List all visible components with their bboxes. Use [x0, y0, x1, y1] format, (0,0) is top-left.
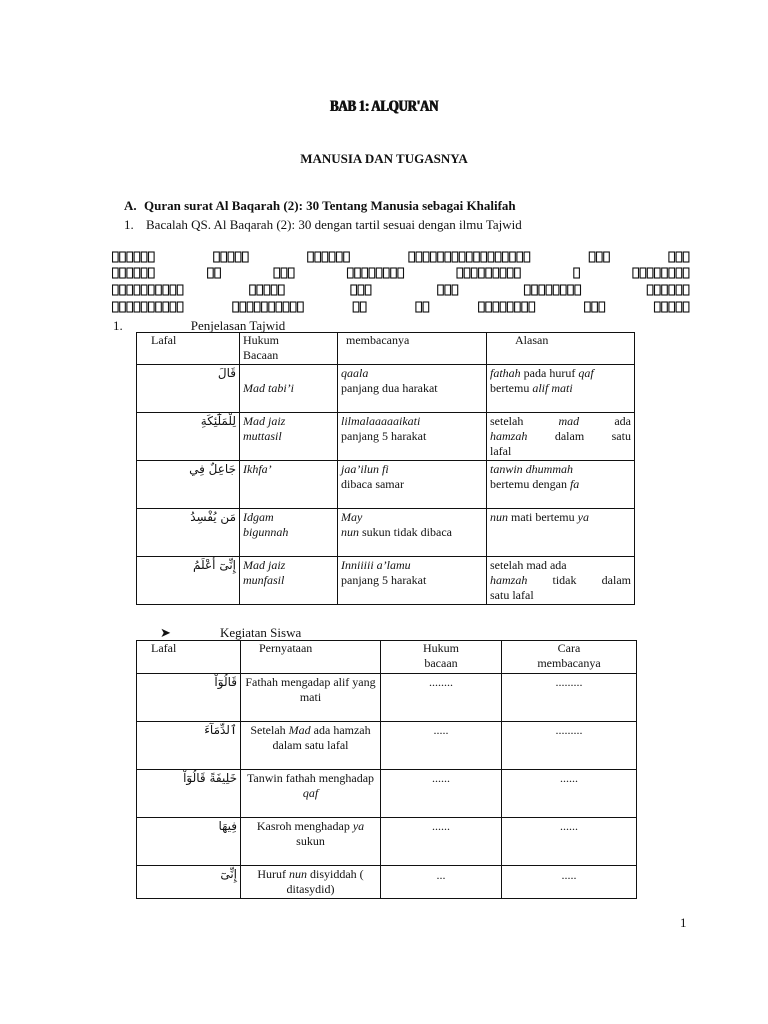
- missing-glyph-box: [589, 252, 595, 262]
- missing-glyph-box: [141, 268, 147, 278]
- hukum-answer-blank: ......: [381, 770, 502, 818]
- missing-glyph-box: [452, 252, 458, 262]
- arabic-lafal: جَاعِلٌ فِي: [137, 461, 240, 509]
- missing-glyph-box: [315, 252, 321, 262]
- missing-glyph-box: [474, 252, 480, 262]
- hukum-answer-blank: ...: [381, 866, 502, 899]
- missing-glyph-box: [500, 302, 506, 312]
- instruction-line: [124, 217, 522, 233]
- missing-glyph-box: [676, 285, 682, 295]
- table-row: [137, 509, 635, 557]
- missing-glyph-box: [662, 302, 668, 312]
- missing-glyph-box: [459, 252, 465, 262]
- missing-glyph-box: [493, 268, 499, 278]
- arabic-lafal: لِلْمَلَٰٓئِكَةِ: [137, 413, 240, 461]
- missing-glyph-box: [365, 285, 371, 295]
- cara-cell: Inniiiii a’lamu panjang 5 harakat: [338, 557, 487, 605]
- arrow-bullet-icon: ➤: [160, 625, 171, 640]
- missing-glyph-box: [676, 268, 682, 278]
- missing-glyph-box: [445, 252, 451, 262]
- alasan-cell: tanwin dhummah bertemu dengan fa: [487, 461, 635, 509]
- arabic-lafal: قَالَ: [137, 365, 240, 413]
- pernyataan-cell: Fathah mengadap alif yang mati: [241, 674, 381, 722]
- missing-glyph-box: [683, 252, 689, 262]
- table-row: [137, 818, 637, 866]
- hukum-cell: Mad tabi’i: [240, 365, 338, 413]
- missing-glyph-box: [683, 285, 689, 295]
- pernyataan-cell: Tanwin fathah menghadap qaf: [241, 770, 381, 818]
- header-lafal: Lafal: [137, 641, 241, 674]
- cara-answer-blank: ......: [502, 770, 637, 818]
- cara-cell: May nun sukun tidak dibaca: [338, 509, 487, 557]
- kegiatan-table: [136, 640, 637, 899]
- cara-cell: lilmalaaaaaikati panjang 5 harakat: [338, 413, 487, 461]
- missing-glyph-box: [156, 302, 162, 312]
- chapter-title: BAB 1: ALQUR'AN: [329, 96, 439, 115]
- pernyataan-cell: Kasroh menghadap ya sukun: [241, 818, 381, 866]
- missing-glyph-box: [503, 252, 509, 262]
- kegiatan-title: Kegiatan Siswa: [220, 625, 302, 640]
- header-membacanya: membacanya: [338, 333, 487, 365]
- missing-glyph-box: [599, 302, 605, 312]
- missing-glyph-box: [344, 252, 350, 262]
- tajwid-table: [136, 332, 635, 605]
- missing-glyph-box: [233, 302, 239, 312]
- missing-glyph-box: [243, 252, 249, 262]
- cara-cell: jaa’ilun fi dibaca samar: [338, 461, 487, 509]
- missing-glyph-box: [283, 302, 289, 312]
- missing-glyph-box: [322, 252, 328, 262]
- missing-glyph-box: [360, 302, 366, 312]
- tajwid-header-row: [137, 333, 635, 365]
- missing-glyph-box: [271, 285, 277, 295]
- missing-glyph-box: [120, 268, 126, 278]
- missing-glyph-box: [479, 268, 485, 278]
- missing-glyph-box: [141, 302, 147, 312]
- missing-glyph-box: [597, 252, 603, 262]
- missing-glyph-box: [177, 285, 183, 295]
- cara-answer-blank: ......: [502, 818, 637, 866]
- arabic-lafal: قَالُوٓاْ: [137, 674, 241, 722]
- missing-glyph-box: [120, 302, 126, 312]
- missing-glyph-box: [467, 252, 473, 262]
- missing-glyph-box: [337, 252, 343, 262]
- missing-glyph-box: [592, 302, 598, 312]
- missing-glyph-box: [384, 268, 390, 278]
- missing-glyph-box: [481, 252, 487, 262]
- missing-glyph-box: [127, 302, 133, 312]
- missing-glyph-box: [553, 285, 559, 295]
- arabic-lafal: إِنِّىٓ أَعْلَمُ: [137, 557, 240, 605]
- missing-glyph-box: [355, 268, 361, 278]
- missing-glyph-box: [281, 268, 287, 278]
- cara-answer-blank: .........: [502, 722, 637, 770]
- missing-glyph-box: [507, 302, 513, 312]
- missing-glyph-box: [669, 268, 675, 278]
- missing-glyph-box: [376, 268, 382, 278]
- header-hukum-bacaan: Hukum Bacaan: [240, 333, 338, 365]
- missing-glyph-box: [647, 285, 653, 295]
- missing-glyph-box: [486, 268, 492, 278]
- header-alasan: Alasan: [487, 333, 635, 365]
- missing-glyph-box: [177, 302, 183, 312]
- missing-glyph-box: [438, 252, 444, 262]
- missing-glyph-box: [416, 252, 422, 262]
- missing-glyph-box: [240, 302, 246, 312]
- hukum-answer-blank: ......: [381, 818, 502, 866]
- missing-glyph-box: [524, 252, 530, 262]
- missing-glyph-box: [647, 268, 653, 278]
- missing-glyph-box: [669, 285, 675, 295]
- missing-glyph-box: [149, 302, 155, 312]
- missing-glyph-box: [391, 268, 397, 278]
- table-row: [137, 866, 637, 899]
- missing-glyph-box: [398, 268, 404, 278]
- missing-glyph-box: [274, 268, 280, 278]
- missing-glyph-box: [134, 268, 140, 278]
- missing-glyph-box: [351, 285, 357, 295]
- kegiatan-header-row: [137, 641, 637, 674]
- penjelasan-number: 1.: [113, 318, 123, 333]
- missing-glyph-box: [423, 252, 429, 262]
- missing-glyph-box: [676, 252, 682, 262]
- table-row: [137, 557, 635, 605]
- missing-glyph-box: [149, 268, 155, 278]
- missing-glyph-box: [279, 285, 285, 295]
- missing-glyph-box: [409, 252, 415, 262]
- header-cara-membacanya: Cara membacanya: [502, 641, 637, 674]
- missing-glyph-box: [120, 285, 126, 295]
- hukum-answer-blank: .....: [381, 722, 502, 770]
- hukum-cell: Mad jaiz munfasil: [240, 557, 338, 605]
- missing-glyph-box: [546, 285, 552, 295]
- missing-glyph-box: [156, 285, 162, 295]
- missing-glyph-box: [247, 302, 253, 312]
- missing-glyph-box: [288, 268, 294, 278]
- missing-glyph-box: [488, 252, 494, 262]
- page-title: MANUSIA DAN TUGASNYA: [300, 151, 468, 166]
- missing-glyph-box: [362, 268, 368, 278]
- missing-glyph-box: [662, 268, 668, 278]
- missing-glyph-box: [269, 302, 275, 312]
- missing-glyph-box: [683, 268, 689, 278]
- missing-glyph-box: [141, 252, 147, 262]
- section-a-label: A.: [124, 198, 137, 213]
- missing-glyph-box: [510, 252, 516, 262]
- arabic-lafal: ٱلدِّمَآءَ: [137, 722, 241, 770]
- missing-glyph-box: [676, 302, 682, 312]
- missing-glyph-box: [369, 268, 375, 278]
- missing-glyph-box: [515, 302, 521, 312]
- missing-glyph-box: [113, 252, 119, 262]
- missing-glyph-box: [522, 302, 528, 312]
- missing-glyph-box: [471, 268, 477, 278]
- missing-glyph-box: [539, 285, 545, 295]
- header-lafal: Lafal: [137, 333, 240, 365]
- instruction-text: Bacalah QS. Al Baqarah (2): 30 dengan tartil sesuai dengan ilmu Tajwid: [146, 217, 522, 232]
- missing-glyph-box: [215, 268, 221, 278]
- missing-glyph-box: [438, 285, 444, 295]
- missing-glyph-box: [529, 302, 535, 312]
- cara-cell: qaala panjang dua harakat: [338, 365, 487, 413]
- missing-glyph-box: [163, 302, 169, 312]
- missing-glyph-box: [149, 252, 155, 262]
- missing-glyph-box: [479, 302, 485, 312]
- missing-glyph-box: [235, 252, 241, 262]
- missing-glyph-box: [575, 285, 581, 295]
- missing-glyph-box: [141, 285, 147, 295]
- missing-glyph-box: [264, 285, 270, 295]
- missing-glyph-box: [113, 268, 119, 278]
- missing-glyph-box: [683, 302, 689, 312]
- missing-glyph-box: [163, 285, 169, 295]
- missing-glyph-box: [228, 252, 234, 262]
- missing-glyph-box: [452, 285, 458, 295]
- table-row: [137, 461, 635, 509]
- missing-glyph-box: [127, 285, 133, 295]
- pernyataan-cell: Huruf nun disyiddah ( ditasydid): [241, 866, 381, 899]
- missing-glyph-box: [669, 252, 675, 262]
- arabic-lafal: خَلِيفَةً قَالُوٓاْ: [137, 770, 241, 818]
- missing-glyph-box: [585, 302, 591, 312]
- hukum-cell: Ikhfa’: [240, 461, 338, 509]
- missing-glyph-box: [561, 285, 567, 295]
- missing-glyph-box: [669, 302, 675, 312]
- missing-glyph-box: [290, 302, 296, 312]
- section-a-title: Quran surat Al Baqarah (2): 30 Tentang Manusia sebagai Khalifah: [144, 198, 516, 213]
- missing-glyph-box: [457, 268, 463, 278]
- missing-glyph-box: [134, 302, 140, 312]
- missing-glyph-box: [353, 302, 359, 312]
- missing-glyph-box: [574, 268, 580, 278]
- missing-glyph-box: [640, 268, 646, 278]
- kegiatan-heading: [160, 625, 301, 641]
- pernyataan-cell: Setelah Mad ada hamzah dalam satu lafal: [241, 722, 381, 770]
- missing-glyph-box: [633, 268, 639, 278]
- missing-glyph-box: [655, 285, 661, 295]
- header-hukum-bacaan: Hukum bacaan: [381, 641, 502, 674]
- missing-glyph-box: [517, 252, 523, 262]
- section-a-heading: [124, 198, 516, 214]
- missing-glyph-box: [127, 252, 133, 262]
- cara-answer-blank: .........: [502, 674, 637, 722]
- hukum-answer-blank: ........: [381, 674, 502, 722]
- missing-glyph-box: [416, 302, 422, 312]
- verse-placeholder-line-4: [112, 298, 690, 320]
- missing-glyph-box: [500, 268, 506, 278]
- table-row: [137, 722, 637, 770]
- arabic-lafal: إِنِّىٓ: [137, 866, 241, 899]
- missing-glyph-box: [568, 285, 574, 295]
- missing-glyph-box: [655, 268, 661, 278]
- missing-glyph-box: [120, 252, 126, 262]
- missing-glyph-box: [445, 285, 451, 295]
- missing-glyph-box: [604, 252, 610, 262]
- missing-glyph-box: [208, 268, 214, 278]
- missing-glyph-box: [532, 285, 538, 295]
- missing-glyph-box: [329, 252, 335, 262]
- missing-glyph-box: [493, 302, 499, 312]
- missing-glyph-box: [221, 252, 227, 262]
- missing-glyph-box: [358, 285, 364, 295]
- missing-glyph-box: [214, 252, 220, 262]
- hukum-cell: Idgam bigunnah: [240, 509, 338, 557]
- missing-glyph-box: [298, 302, 304, 312]
- alasan-cell: nun mati bertemu ya: [487, 509, 635, 557]
- table-row: [137, 365, 635, 413]
- header-pernyataan: Pernyataan: [241, 641, 381, 674]
- missing-glyph-box: [515, 268, 521, 278]
- missing-glyph-box: [655, 302, 661, 312]
- missing-glyph-box: [495, 252, 501, 262]
- missing-glyph-box: [170, 285, 176, 295]
- arabic-lafal: فِيهَا: [137, 818, 241, 866]
- missing-glyph-box: [257, 285, 263, 295]
- missing-glyph-box: [464, 268, 470, 278]
- arabic-lafal: مَن يُفْسِدُ: [137, 509, 240, 557]
- missing-glyph-box: [486, 302, 492, 312]
- missing-glyph-box: [254, 302, 260, 312]
- penjelasan-title: Penjelasan Tajwid: [190, 318, 286, 333]
- missing-glyph-box: [250, 285, 256, 295]
- missing-glyph-box: [423, 302, 429, 312]
- page-number: 1: [680, 915, 687, 930]
- missing-glyph-box: [662, 285, 668, 295]
- missing-glyph-box: [276, 302, 282, 312]
- missing-glyph-box: [113, 302, 119, 312]
- instruction-number: 1.: [124, 217, 134, 232]
- missing-glyph-box: [134, 285, 140, 295]
- alasan-cell: fathah pada huruf qaf bertemu alif mati: [487, 365, 635, 413]
- table-row: [137, 770, 637, 818]
- missing-glyph-box: [262, 302, 268, 312]
- missing-glyph-box: [127, 268, 133, 278]
- table-row: [137, 413, 635, 461]
- missing-glyph-box: [113, 285, 119, 295]
- missing-glyph-box: [348, 268, 354, 278]
- hukum-cell: Mad jaiz muttasil: [240, 413, 338, 461]
- missing-glyph-box: [431, 252, 437, 262]
- missing-glyph-box: [170, 302, 176, 312]
- missing-glyph-box: [507, 268, 513, 278]
- alasan-cell: setelah mad ada hamzah tidak dalam satu lafal: [487, 557, 635, 605]
- missing-glyph-box: [308, 252, 314, 262]
- missing-glyph-box: [134, 252, 140, 262]
- missing-glyph-box: [525, 285, 531, 295]
- table-row: [137, 674, 637, 722]
- missing-glyph-box: [149, 285, 155, 295]
- cara-answer-blank: .....: [502, 866, 637, 899]
- alasan-cell: setelah mad ada hamzah dalam satu lafal: [487, 413, 635, 461]
